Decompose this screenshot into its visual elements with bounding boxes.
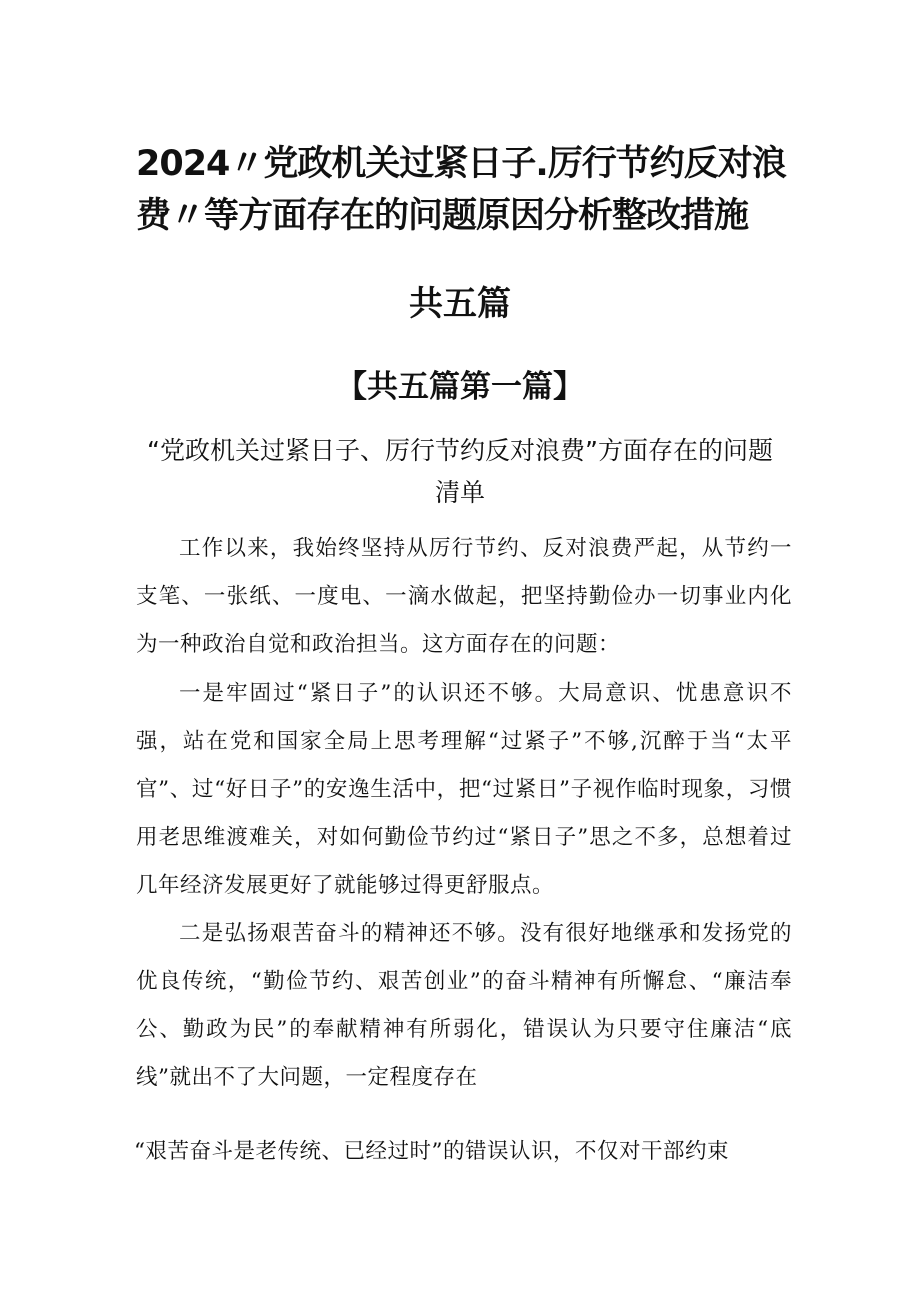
paragraph-intro: 工作以来，我始终坚持从厉行节约、反对浪费严起，从节约一支笔、一张纸、一度电、一滴水做起，把坚持勤俭办一切事业内化为一种政治自觉和政治担当。这方面存在的问题：	[136, 536, 792, 657]
paragraph-issue-one: 一是牢固过“紧日子”的认识还不够。大局意识、忧患意识不强，站在党和国家全局上思考理解“过紧子”不够,沉醉于当“太平官”、过“好日子”的安逸生活中，把“过紧日”子视作临时现象，习惯用老思维渡难关，对如何勤俭节约过“紧日子”思之不多，总想着过几年经济发展更好了就能够过得更舒服点。	[136, 681, 792, 898]
paragraph-continuation: “艰苦奋斗是老传统、已经过时”的错误认识，不仅对干部约束	[134, 1139, 729, 1164]
article-count-label: 共五篇	[409, 284, 511, 324]
paragraph-issue-two: 二是弘扬艰苦奋斗的精神还不够。没有很好地继承和发扬党的优良传统，“勤俭节约、艰苦创业”的奋斗精神有所懈怠、“廉洁奉公、勤政为民”的奉献精神有所弱化，错误认为只要守住廉洁“底线”就出不了大问题，一定程度存在	[136, 921, 792, 1090]
document-title: 2024〃党政机关过紧日子.厉行节约反对浪费〃等方面存在的问题原因分析整改措施	[136, 144, 786, 236]
section-heading: “党政机关过紧日子、厉行节约反对浪费”方面存在的问题清单	[147, 436, 773, 507]
section-label: 【共五篇第一篇】	[336, 369, 584, 405]
